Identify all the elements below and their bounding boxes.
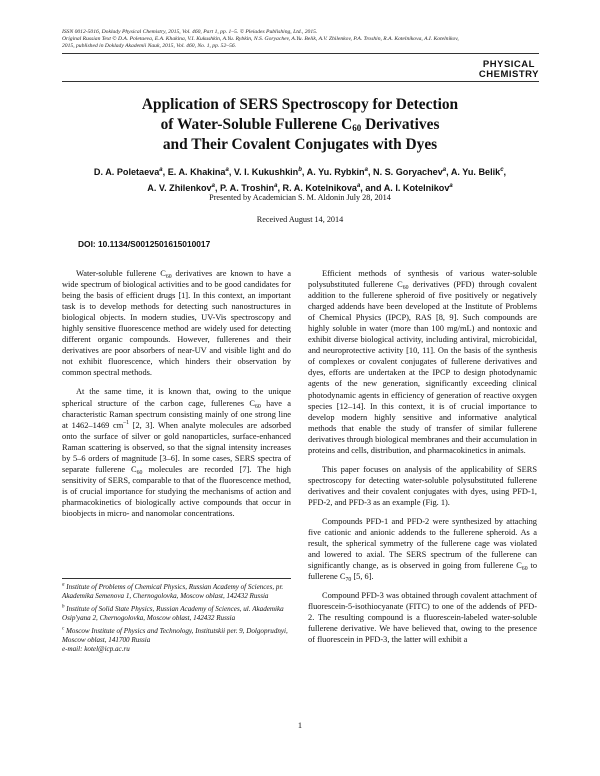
title-line-3: and Their Covalent Conjugates with Dyes <box>162 136 438 153</box>
author: D. A. Poletaeva <box>93 167 160 178</box>
affiliation: $^a$ Institute of Problems of Chemical Physics, Russian Academy of Sciences, pr. Akademika Semenova 1, Chernogolovka, Moscow oblast, 142432 Russia <box>62 582 284 601</box>
author: R. A. Kotelnikova <box>282 182 357 193</box>
header-line-1: ISSN 0012-5016, Doklady Physical Chemistry, 2015, Vol. 460, Part 1, pp. 1–5. © Pleiades Publishing, Ltd., 2015. <box>62 29 318 35</box>
article-title <box>0 95 600 155</box>
received-date: Received August 14, 2014 <box>256 215 344 224</box>
author: N. S. Goryachev <box>373 167 443 178</box>
section-label-line-1: PHYSICAL <box>482 59 535 70</box>
paragraph: Compounds PFD-1 and PFD-2 were synthesized by attaching five cationic and anionic addends to the fullerene spheroid. As a result, the spherical symmetry of the fullerene cage was violated and lowered to axial. The SERS spectrum of the fullerene can significantly change, as is observed in going from fullerene $C_{60}$ to fullerene $C_{70}$ [5, 6]. <box>308 516 538 584</box>
paragraph: Efficient methods of synthesis of various water-soluble polysubstituted fullerene $C_{60}$ derivatives (PFD) through covalent addition to the fullerene spheroid of five positively or negatively charged addends have been developed at the Institute of Problems of Chemical Physics (IPCP), RAS [8, 9]. Such compounds are highly soluble in water (more than 100 mg/mL) and nontoxic and exhibit diverse biological activity, including antiviral, microbicidal, and neuroprotective activity [10, 11]. On the basis of the synthesis of complexes or covalent conjugates of fullerene derivatives and dyes, efforts are undertaken at the IPCP to design photodynamic agents of the new generation, significantly exceeding clinical photodynamic agents in efficiency of generation of reactive oxygen species [12–14]. In this context, it is of crucial importance to develop modern highly sensitive and informative analytical methods that enable the study of transfer of similar fullerene derivatives through biological membranes and their accumulation in proteins and cells, distribution, and pharmacokinetics in animals. <box>308 269 537 455</box>
page-number: 1 <box>297 721 303 730</box>
section-label <box>479 60 539 80</box>
author: P. A. Troshin <box>220 182 275 193</box>
title-line-2: of Water-Soluble Fullerene $C_{60}$ Derivatives <box>160 116 440 133</box>
author: A. I. Kotelnikov <box>383 182 450 193</box>
author: A. Yu. Belik <box>450 167 501 178</box>
affiliation: $^c$ Moscow Institute of Physics and Technology, Institutskii per. 9, Dolgoprudnyi, Moscow oblast, 141700 Russia <box>62 626 288 645</box>
paragraph: Water-soluble fullerene $C_{60}$ derivatives are known to have a wide spectrum of biological activities and to be good candidates for being the basis of efficient drugs [1]. In this context, an important task is to develop methods for detecting such nanostructures in biological objects. In modern studies, UV-Vis spectroscopy and highly sensitive fluorescence method are widely used for detecting different organic compounds. However, fullerenes and their derivatives are poor absorbers of near-UV and visible light and do not exhibit fluorescence, which hinders their observation by common spectral methods. <box>62 269 291 378</box>
paragraph: Compound PFD-3 was obtained through covalent attachment of fluorescein-5-isothiocyanate (FITC) to one of the addends of PFD-2. The resulting compound is a fluorescein-labeled water-soluble fullerene derivative. We have believed that, owing to the presence of fluorescein in PFD-3, the latter will exhibit a <box>308 591 537 645</box>
author-list <box>0 164 600 195</box>
right-column <box>308 268 537 646</box>
author: V. I. Kukushkin <box>233 167 299 178</box>
authors-line-2: A. V. Zhilenkov$^a$, P. A. Troshin$^a$, R. A. Kotelnikova$^a$, and A. I. Kotelnikov$^a$ <box>147 182 453 193</box>
author: E. A. Khakina <box>167 167 226 178</box>
title-line-1: Application of SERS Spectroscopy for Detection <box>141 96 459 113</box>
section-label-line-2: CHEMISTRY <box>478 69 539 80</box>
left-column <box>62 268 291 527</box>
authors-line-1: D. A. Poletaeva$^a$, E. A. Khakina$^a$, V. I. Kukushkin$^b$, A. Yu. Rybkin$^a$, N. S. Goryachev$^a$, A. Yu. Belik$^c$, <box>93 167 507 178</box>
author: A. V. Zhilenkov <box>147 182 212 193</box>
author: A. Yu. Rybkin <box>306 167 365 178</box>
header-rule <box>62 53 539 54</box>
affiliation: $^b$ Institute of Solid State Physics, Russian Academy of Sciences, ul. Akademika Osip'yana 2, Chernogolovka, Moscow oblast, 142432 Russia <box>62 604 284 623</box>
header-line-3: 2015, published in Doklady Akademii Nauk, 2015, Vol. 460, No. 1, pp. 52–56. <box>62 43 237 50</box>
header-line-2: Original Russian Text © D.A. Poletaeva, E.A. Khakina, V.I. Kukushkin, A.Yu. Rybkin, N.S. Goryachev, A.Yu. Belik, A.V. Zhilenkov, P.A. Troshin, R.A. Kotelnikova, A.I. Kotelnikov, <box>62 36 459 43</box>
section-rule <box>62 81 539 82</box>
paragraph: At the same time, it is known that, owing to the unique spherical structure of the carbon cage, fullerenes $C_{60}$ have a characteristic Raman spectrum consisting mainly of one strong line at 1462–1469 $cm^{-1}$ [2, 3]. When analyte molecules are adsorbed onto the surface of silver or gold nanoparticles, surface-enhanced Raman scattering is observed, so that the signal intensity increases by 5–6 orders of magnitude [3–6]. In some cases, SERS spectra of separate fullerene $C_{60}$ molecules are recorded [7]. The high sensitivity of SERS, comparable to that of the fluorescence method, is of crucial importance for studying the mechanisms of action and pharmacokinetics of biologically active compounds that occur in bioobjects in micro- and nanomolar concentrations. <box>62 387 292 518</box>
doi: DOI: 10.1134/S0012501615010017 <box>78 239 211 249</box>
paragraph: This paper focuses on analysis of the applicability of SERS spectroscopy for detecting water-soluble polysubstituted fullerene derivatives and their covalent conjugates with dyes, using PFD-1, PFD-2, and PFD-3 as an example (Fig. 1). <box>308 464 537 507</box>
email[interactable]: e-mail: kotel@icp.ac.ru <box>62 645 130 654</box>
presented-by: Presented by Academician S. M. Aldonin July 28, 2014 <box>209 193 391 202</box>
affiliations <box>62 583 292 655</box>
running-header <box>62 29 542 50</box>
footnote-rule <box>62 578 291 579</box>
